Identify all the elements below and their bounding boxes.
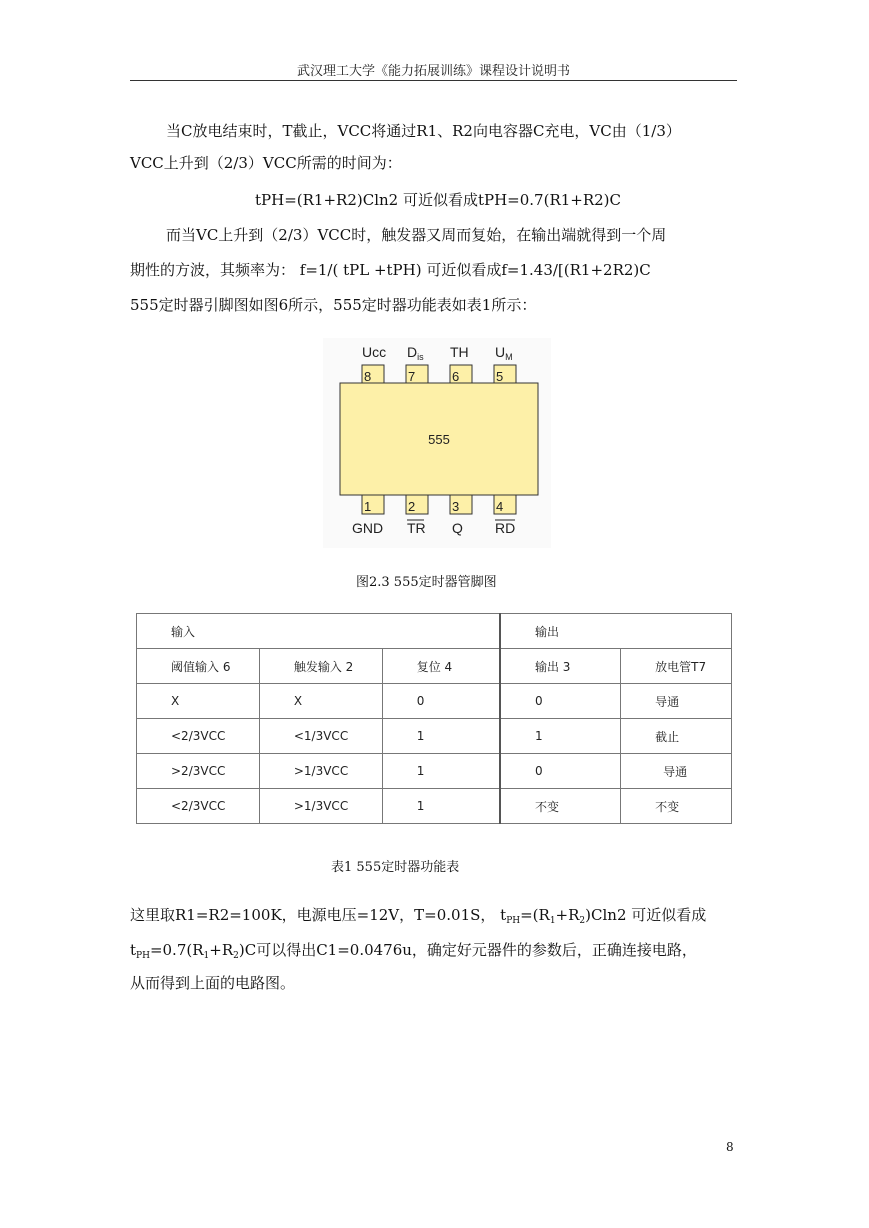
table-row [137, 684, 732, 719]
pin-3-number: 3 [452, 499, 460, 514]
header-threshold: 阈值输入 6 [137, 649, 260, 684]
group-input-header: 输入 [137, 614, 500, 649]
pin-4-name: RD [495, 520, 516, 536]
pin-6-number: 6 [452, 369, 460, 384]
paragraph-3: 555定时器引脚图如图6所示，555定时器功能表如表1所示： [130, 296, 537, 314]
table-cell: 0 [382, 684, 500, 719]
function-table [136, 613, 732, 824]
paragraph-1-line-2: VCC上升到（2/3）VCC所需的时间为： [130, 154, 402, 172]
table-cell: >2/3VCC [137, 754, 260, 789]
page-number: 8 [726, 1140, 734, 1154]
table-cell: 不变 [621, 789, 732, 824]
pin-3-name: Q [452, 520, 463, 536]
table-cell: 1 [382, 719, 500, 754]
header-output: 输出 3 [500, 649, 621, 684]
table-cell: X [137, 684, 260, 719]
pin-5-name: $U_M$ [495, 344, 513, 362]
table-cell: 1 [500, 719, 621, 754]
pin-5-number: 5 [496, 369, 504, 384]
pin-1-number: 1 [364, 499, 372, 514]
header-reset: 复位 4 [382, 649, 500, 684]
table-cell: <1/3VCC [259, 719, 382, 754]
table-row [137, 789, 732, 824]
figure-caption: 图2.3 555定时器管脚图 [356, 575, 497, 590]
pin-1-name: GND [352, 520, 384, 536]
closing-line-1: 这里取R1=R2=100K，电源电压=12V，T=0.01S， $t_{PH}=(R_1+R_2)Cln2$ 可近似看成 [130, 906, 707, 926]
page-header: 武汉理工大学《能力拓展训练》课程设计说明书 [296, 64, 570, 79]
table-cell: 不变 [500, 789, 621, 824]
pin-8-number: 8 [364, 369, 372, 384]
table-group-header-row [137, 614, 732, 649]
table-cell: 0 [500, 754, 621, 789]
closing-line-3: 从而得到上面的电路图。 [130, 974, 296, 992]
table-cell: 截止 [621, 719, 732, 754]
table-row [137, 719, 732, 754]
table-cell: 导通 [621, 684, 732, 719]
pin-7-number: 7 [408, 369, 416, 384]
closing-line-2: $t_{PH}=0.7(R_1+R_2)C$可以得出C1=0.0476u，确定好元器件的参数后，正确连接电路， [130, 941, 697, 961]
pin-4-number: 4 [496, 499, 504, 514]
paragraph-2-line-1: 而当VC上升到（2/3）VCC时，触发器又周而复始，在输出端就得到一个周 [166, 226, 667, 244]
header-discharge: 放电管T7 [621, 649, 732, 684]
table-cell: >1/3VCC [259, 789, 382, 824]
table-header-row [137, 649, 732, 684]
formula-tph: tPH=(R1+R2)Cln2 可近似看成tPH=0.7(R1+R2)C [255, 191, 622, 209]
table-row [137, 754, 732, 789]
chip-label: 555 [428, 432, 450, 447]
table-cell: <2/3VCC [137, 719, 260, 754]
pin-2-name: TR [407, 520, 426, 536]
table-cell: 0 [500, 684, 621, 719]
table-cell: 1 [382, 754, 500, 789]
header-trigger: 触发输入 2 [259, 649, 382, 684]
pin-diagram-555 [323, 338, 551, 548]
table-cell: 导通 [621, 754, 732, 789]
table-cell: <2/3VCC [137, 789, 260, 824]
pin-8-name: Ucc [362, 344, 387, 360]
table-caption: 表1 555定时器功能表 [331, 860, 460, 875]
header-rule [130, 80, 737, 81]
pin-7-name: $D_{is}$ [407, 344, 424, 362]
group-output-header: 输出 [500, 614, 732, 649]
table-cell: 1 [382, 789, 500, 824]
table-cell: X [259, 684, 382, 719]
paragraph-2-line-2: 期性的方波，其频率为： f=1/( tPL +tPH) 可近似看成f=1.43/[(R1+2R2)C [130, 261, 651, 279]
paragraph-1-line-1: 当C放电结束时，T截止，VCC将通过R1、R2向电容器C充电，VC由（1/3） [166, 122, 681, 140]
pin-2-number: 2 [408, 499, 416, 514]
table-cell: >1/3VCC [259, 754, 382, 789]
pin-6-name: TH [450, 344, 469, 360]
